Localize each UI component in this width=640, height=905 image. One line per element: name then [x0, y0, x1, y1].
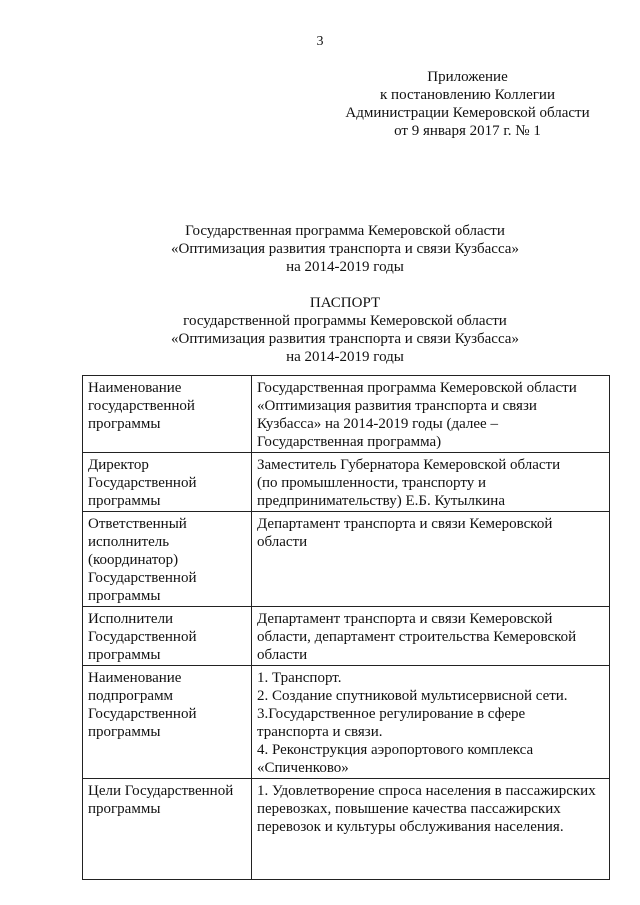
row-value-cell — [252, 512, 610, 607]
program-title-line: «Оптимизация развития транспорта и связи Кузбасса» — [171, 241, 519, 257]
row-label-line: Наименование — [88, 380, 182, 396]
row-label-line: Государственной — [88, 629, 197, 645]
approval-line: Приложение — [427, 69, 508, 85]
row-label-line: (координатор) — [88, 552, 179, 568]
row-label-line: Государственной — [88, 475, 197, 491]
approval-line: от 9 января 2017 г. № 1 — [394, 123, 541, 139]
row-value-line: Государственная программа) — [257, 434, 442, 450]
row-value-line: области — [257, 534, 308, 550]
row-value-cell — [252, 607, 610, 666]
row-label-line: программы — [88, 724, 161, 740]
row-value-line: 1. Удовлетворение спроса населения в пассажирских — [257, 783, 596, 799]
passport-title — [0, 294, 640, 366]
approval-block — [300, 68, 635, 140]
table-row — [83, 376, 610, 453]
row-value-line: перевозок и культуры обслуживания населения. — [257, 819, 564, 835]
row-label-line: исполнитель — [88, 534, 170, 550]
row-label-cell — [83, 376, 252, 453]
table-row — [83, 512, 610, 607]
row-label-line: Цели Государственной — [88, 783, 234, 799]
table-row — [83, 607, 610, 666]
row-label-line: Ответственный — [88, 516, 187, 532]
row-value-line: (по промышленности, транспорту и — [257, 475, 486, 491]
passport-table — [82, 375, 610, 880]
row-value-line: Государственная программа Кемеровской области — [257, 380, 577, 396]
row-value-line: Кузбасса» на 2014-2019 годы (далее – — [257, 416, 498, 432]
row-label-line: Государственной — [88, 570, 197, 586]
row-value-cell — [252, 453, 610, 512]
table-row — [83, 453, 610, 512]
row-value-line: Департамент транспорта и связи Кемеровской — [257, 611, 553, 627]
row-value-cell — [252, 779, 610, 880]
approval-line: Администрации Кемеровской области — [345, 105, 590, 121]
row-value-line: транспорта и связи. — [257, 724, 383, 740]
passport-title-line: на 2014-2019 годы — [286, 349, 404, 365]
row-value-line: 2. Создание спутниковой мультисервисной сети. — [257, 688, 568, 704]
program-title-line: на 2014-2019 годы — [286, 259, 404, 275]
row-value-line: 1. Транспорт. — [257, 670, 342, 686]
row-label-line: Государственной — [88, 706, 197, 722]
row-label-line: государственной — [88, 398, 195, 414]
row-label-line: Наименование — [88, 670, 182, 686]
row-value-line: области — [257, 647, 308, 663]
passport-title-line: «Оптимизация развития транспорта и связи Кузбасса» — [171, 331, 519, 347]
row-value-line: перевозках, повышение качества пассажирских — [257, 801, 561, 817]
program-title-line: Государственная программа Кемеровской области — [185, 223, 505, 239]
row-value-line: 3.Государственное регулирование в сфере — [257, 706, 526, 722]
row-label-line: подпрограмм — [88, 688, 174, 704]
row-label-line: программы — [88, 647, 161, 663]
row-label-cell — [83, 607, 252, 666]
page-number: 3 — [316, 34, 324, 49]
row-label-line: программы — [88, 588, 161, 604]
approval-line: к постановлению Коллегии — [380, 87, 555, 103]
table-row — [83, 779, 610, 880]
row-label-line: программы — [88, 801, 161, 817]
row-value-line: 4. Реконструкция аэропортового комплекса — [257, 742, 534, 758]
row-label-line: Директор — [88, 457, 149, 473]
program-title — [0, 222, 640, 276]
row-label-line: программы — [88, 493, 161, 509]
row-value-line: Департамент транспорта и связи Кемеровской — [257, 516, 553, 532]
passport-title-line: государственной программы Кемеровской области — [183, 313, 507, 329]
row-label-line: программы — [88, 416, 161, 432]
row-label-cell — [83, 779, 252, 880]
row-label-line: Исполнители — [88, 611, 174, 627]
row-value-line: области, департамент строительства Кемеровской — [257, 629, 577, 645]
row-label-cell — [83, 666, 252, 779]
row-label-cell — [83, 453, 252, 512]
passport-title-line: ПАСПОРТ — [309, 295, 381, 311]
row-value-line: предпринимательству) Е.Б. Кутылкина — [257, 493, 505, 509]
row-label-cell — [83, 512, 252, 607]
row-value-line: «Спиченково» — [257, 760, 349, 776]
table-row — [83, 666, 610, 779]
row-value-line: Заместитель Губернатора Кемеровской области — [257, 457, 561, 473]
row-value-cell — [252, 376, 610, 453]
row-value-line: «Оптимизация развития транспорта и связи — [257, 398, 537, 414]
row-value-cell — [252, 666, 610, 779]
